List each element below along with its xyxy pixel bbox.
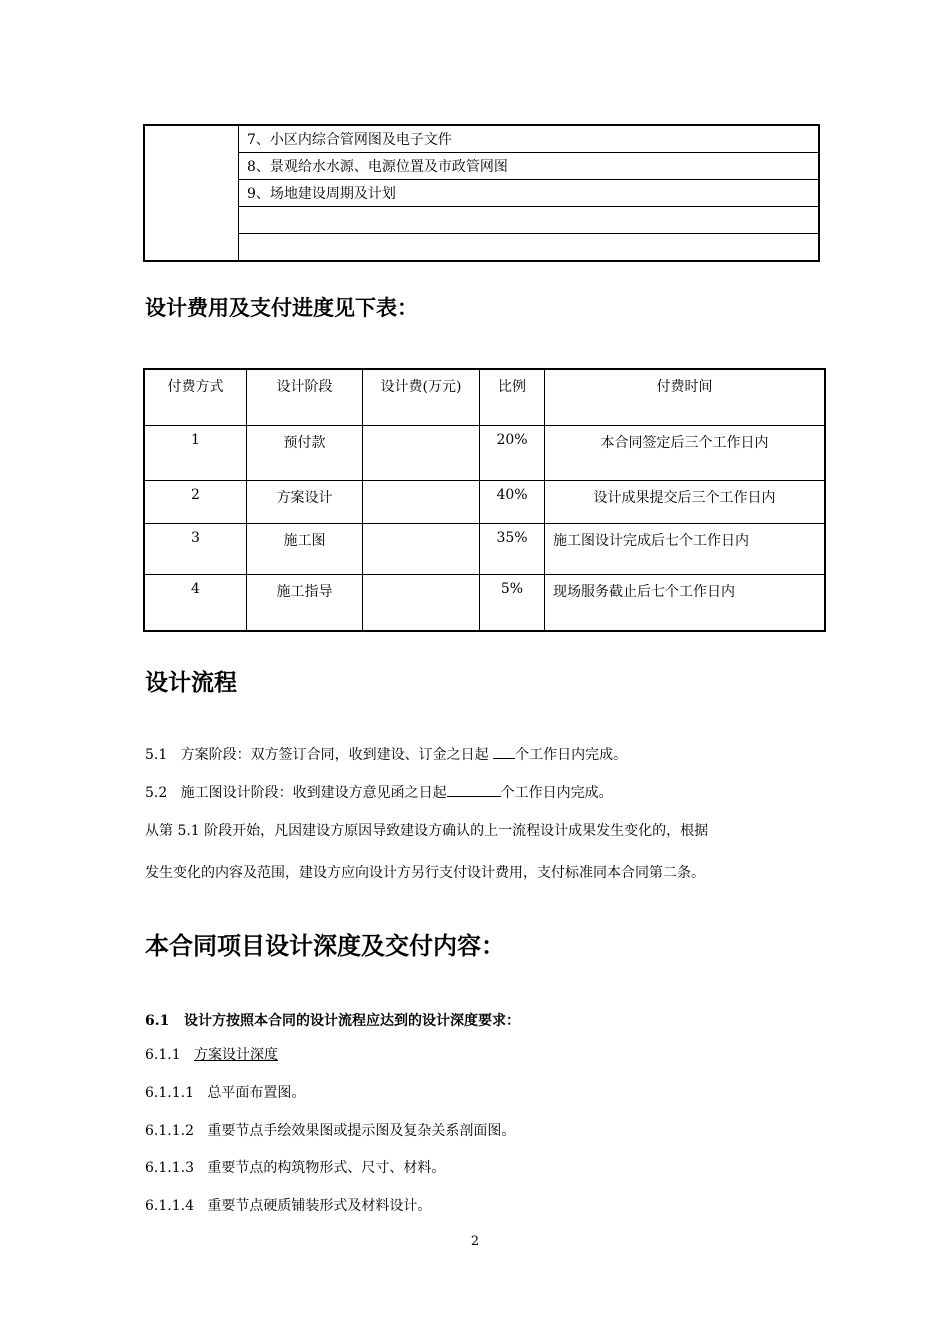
cell-time: 设计成果提交后三个工作日内 (545, 480, 826, 523)
table-row (239, 234, 820, 262)
subsection-6-1-1 (145, 1044, 278, 1064)
clause-text: 总平面布置图。 (207, 1085, 306, 1101)
fee-schedule-table (143, 368, 826, 632)
cell-no: 4 (144, 574, 247, 631)
clause-text: 设计方按照本合同的设计流程应达到的设计深度要求： (183, 1013, 520, 1029)
list-item (145, 1082, 305, 1102)
clause-number: 5.1 (145, 747, 168, 763)
clause-number: 6.1 (145, 1013, 170, 1029)
clause-text: 重要节点硬质铺装形式及材料设计。 (207, 1198, 432, 1214)
table-row: 8、景观给水水源、电源位置及市政管网图 (239, 153, 820, 180)
paragraph-5-1 (145, 744, 627, 764)
table-row (144, 425, 825, 480)
subsection-6-1 (145, 1010, 520, 1030)
section-title-flow: 设计流程 (145, 670, 237, 696)
clause-text: 重要节点的构筑物形式、尺寸、材料。 (207, 1160, 446, 1176)
header-cell: 付费时间 (545, 369, 826, 425)
table-row (144, 523, 825, 574)
paragraph-5-2 (145, 782, 613, 802)
cell-ratio: 5% (480, 574, 545, 631)
cell-time: 施工图设计完成后七个工作日内 (545, 523, 826, 574)
list-item (145, 1195, 431, 1215)
cell-ratio: 20% (480, 425, 545, 480)
clause-number: 5.2 (145, 785, 168, 801)
cell-stage: 施工图 (247, 523, 363, 574)
clause-text: 个工作日内完成。 (500, 785, 613, 801)
list-item (145, 1157, 445, 1177)
clause-text: 方案阶段：双方签订合同，收到建设、订金之日起 (180, 747, 489, 763)
page-number: 2 (470, 1234, 480, 1249)
header-cell: 付费方式 (144, 369, 247, 425)
table-row (239, 207, 820, 234)
table-row: 9、场地建设周期及计划 (239, 180, 820, 207)
header-cell: 比例 (480, 369, 545, 425)
table-row (144, 480, 825, 523)
table-row: 7、小区内综合管网图及电子文件 (239, 125, 820, 153)
cell-no: 3 (144, 523, 247, 574)
table-row (144, 574, 825, 631)
table-header-row (144, 369, 825, 425)
clause-text: 方案设计深度 (193, 1047, 278, 1063)
cell-no: 2 (144, 480, 247, 523)
cell-fee (363, 523, 480, 574)
cell-no: 1 (144, 425, 247, 480)
cell-fee (363, 480, 480, 523)
header-cell: 设计费(万元) (363, 369, 480, 425)
cell-fee (363, 425, 480, 480)
section-title-depth: 本合同项目设计深度及交付内容： (145, 932, 505, 960)
cell-time: 本合同签定后三个工作日内 (545, 425, 826, 480)
fill-in-blank (447, 782, 501, 797)
cell-stage: 方案设计 (247, 480, 363, 523)
clause-number: 6.1.1.1 (145, 1085, 194, 1101)
paragraph-note-line1: 从第 5.1 阶段开始，凡因建设方原因导致建设方确认的上一流程设计成果发生变化的，根据 (145, 823, 709, 839)
fill-in-blank (493, 744, 515, 759)
cell-stage: 预付款 (247, 425, 363, 480)
clause-text: 重要节点手绘效果图或提示图及复杂关系剖面图。 (207, 1123, 516, 1139)
cell-ratio: 35% (480, 523, 545, 574)
cell-time: 现场服务截止后七个工作日内 (545, 574, 826, 631)
clause-text: 施工图设计阶段：收到建设方意见函之日起 (180, 785, 447, 801)
clause-number: 6.1.1 (145, 1047, 181, 1063)
clause-number: 6.1.1.3 (145, 1160, 194, 1176)
clause-text: 个工作日内完成。 (515, 747, 628, 763)
clause-number: 6.1.1.2 (145, 1123, 194, 1139)
paragraph-note-line2: 发生变化的内容及范围，建设方应向设计方另行支付设计费用，支付标准同本合同第二条。 (145, 865, 705, 881)
cell-fee (363, 574, 480, 631)
cell-ratio: 40% (480, 480, 545, 523)
cell-stage: 施工指导 (247, 574, 363, 631)
section-title-fees: 设计费用及支付进度见下表： (145, 296, 418, 320)
list-item (145, 1120, 515, 1140)
table-left-cell (144, 125, 239, 261)
header-cell: 设计阶段 (247, 369, 363, 425)
requirements-table-continuation (143, 124, 820, 262)
clause-number: 6.1.1.4 (145, 1198, 194, 1214)
